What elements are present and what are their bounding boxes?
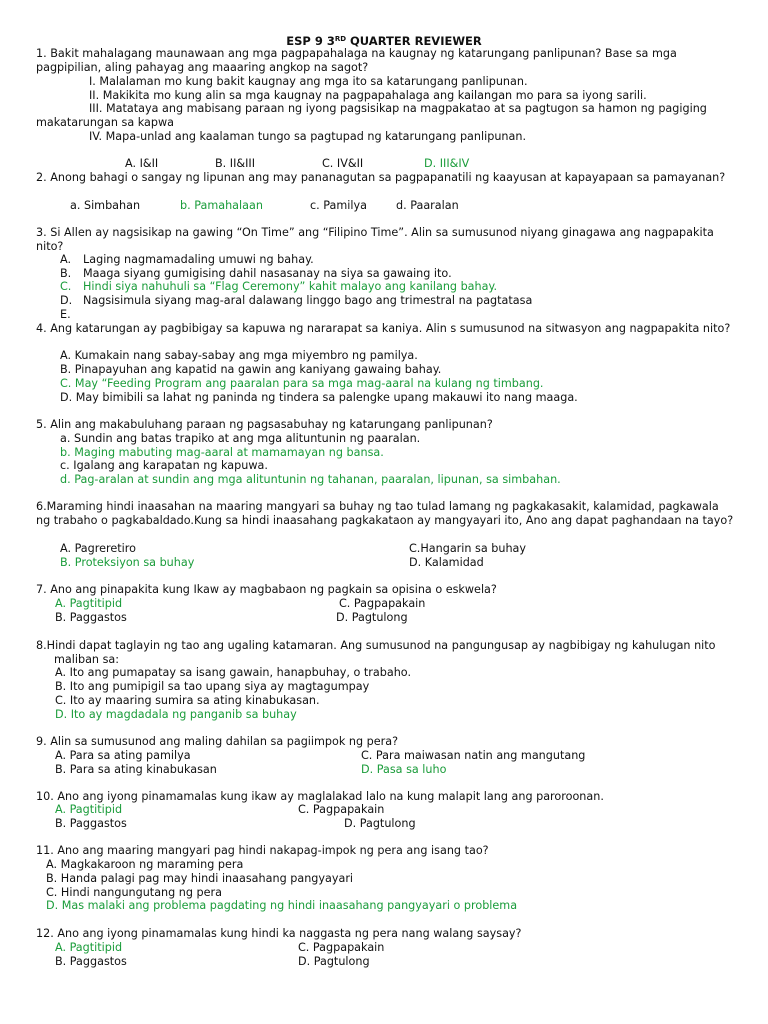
question-1-stem: 1. Bakit mahalagang maunawaan ang mga pagpapahalaga na kaugnay ng katarungang panlipunan? Base sa mga pagpipilian, aling pahayag ang maaaring angkop na sagot? <box>36 47 677 74</box>
q6-option-a: A. Pagreretiro <box>60 542 136 555</box>
q7-option-b: B. Paggastos <box>55 611 127 624</box>
q12-option-c: C. Pagpapakain <box>298 941 385 954</box>
title-pre: ESP 9 3 <box>286 34 335 48</box>
q2-option-a: a. Simbahan <box>70 199 141 212</box>
q8-option-b: B. Ito ang pumipigil sa tao upang siya ay magtagumpay <box>55 680 370 693</box>
q11-option-b: B. Handa palagi pag may hindi inaasahang pangyayari <box>46 872 354 885</box>
q1-option-b: B. II&III <box>215 157 256 170</box>
q1-roman-1: I. Malalaman mo kung bakit kaugnay ang mga ito sa katarungang panlipunan. <box>89 75 528 88</box>
q10-option-b: B. Paggastos <box>55 817 127 830</box>
q5-option-c: c. Igalang ang karapatan ng kapuwa. <box>60 459 268 472</box>
q7-option-d: D. Pagtulong <box>336 611 408 624</box>
q2-option-c: c. Pamilya <box>310 199 367 212</box>
q8-option-a: A. Ito ang pumapatay sa isang gawain, hanapbuhay, o trabaho. <box>55 666 411 679</box>
question-2-stem: 2. Anong bahagi o sangay ng lipunan ang may pananagutan sa pagpapanatili ng kaayusan at kapayapaan sa pamayanan? <box>36 171 726 184</box>
q6-option-d: D. Kalamidad <box>409 556 484 569</box>
question-3-stem: 3. Si Allen ay nagsisikap na gawing “On Time” ang “Filipino Time”. Alin sa sumusunod niyang ginagawa ang nagpapakita nito? <box>36 226 714 253</box>
q1-option-c: C. IV&II <box>322 157 364 170</box>
q1-roman-2: II. Makikita mo kung alin sa mga kaugnay na pagpapahalaga ang kailangan mo para sa iyong sarili. <box>89 89 647 102</box>
q4-option-d: D. May bimibili sa lahat ng paninda ng tindera sa palengke upang makauwi ito nang maaga. <box>60 391 578 404</box>
question-4-stem: 4. Ang katarungan ay pagbibigay sa kapuwa ng nararapat sa kaniya. Alin s sumusunod na sitwasyon ang nagpapakita nito? <box>36 322 731 335</box>
q11-option-a: A. Magkakaroon ng maraming pera <box>46 858 244 871</box>
q12-option-d: D. Pagtulong <box>298 955 370 968</box>
q7-option-c: C. Pagpapakain <box>339 597 426 610</box>
q3-letter-d: D. <box>60 294 73 307</box>
q1-option-d-answer: D. III&IV <box>424 157 470 170</box>
q2-option-d: d. Paaralan <box>396 199 459 212</box>
q3-option-d: Nagsisimula siyang mag-aral dalawang linggo bago ang trimestral na pagtatasa <box>83 294 533 307</box>
q3-option-a: Laging nagmamadaling umuwi ng bahay. <box>83 253 314 266</box>
question-5-stem: 5. Alin ang makabuluhang paraan ng pagsasabuhay ng katarungang panlipunan? <box>36 418 493 431</box>
q5-option-b: b. Maging mabuting mag-aaral at mamamayan ng bansa. <box>60 446 384 459</box>
q6-option-b-answer: B. Proteksiyon sa buhay <box>60 556 195 569</box>
q3-letter-b: B. <box>60 267 72 280</box>
question-6-stem: 6.Maraming hindi inaasahan na maaring mangyari sa buhay ng tao tulad lamang ng pagkakasakit, kalamidad, pagkawala ng trabaho o pagkabaldado.Kung sa hindi inaasahang pagkakataon ay mangyayari ito, Ano ang dapat paghandaan na tayo? <box>36 500 734 527</box>
q10-option-d: D. Pagtulong <box>344 817 416 830</box>
q3-letter-a: A. <box>60 253 72 266</box>
q2-option-b-answer: b. Pamahalaan <box>180 199 263 212</box>
question-9-stem: 9. Alin sa sumusunod ang maling dahilan sa pagiimpok ng pera? <box>36 735 399 748</box>
q6-option-c: C.Hangarin sa buhay <box>409 542 527 555</box>
question-7-stem: 7. Ano ang pinapakita kung Ikaw ay magbabaon ng pagkain sa opisina o eskwela? <box>36 583 497 596</box>
q9-option-b: B. Para sa ating kinabukasan <box>55 763 217 776</box>
q9-option-a: A. Para sa ating pamilya <box>55 749 191 762</box>
q4-option-c-answer: C. May “Feeding Program ang paaralan para sa mga mag-aaral na kulang ng timbang. <box>60 377 544 390</box>
question-8-stem: 8.Hindi dapat taglayin ng tao ang ugaling katamaran. Ang sumusunod na pangungusap ay nagbibigay ng kahulugan nito maliban sa: <box>36 639 716 666</box>
q9-option-c: C. Para maiwasan natin ang mangutang <box>361 749 586 762</box>
q8-option-d-answer: D. Ito ay magdadala ng panganib sa buhay <box>55 708 297 721</box>
q7-option-a-answer: A. Pagtitipid <box>55 597 123 610</box>
question-10-stem: 10. Ano ang iyong pinamamalas kung ikaw ay maglalakad lalo na kung malapit lang ang paroroonan. <box>36 790 604 803</box>
title-post: QUARTER REVIEWER <box>346 34 482 48</box>
question-11-stem: 11. Ano ang maaring mangyari pag hindi nakapag-impok ng pera ang isang tao? <box>36 844 489 857</box>
q1-roman-3: III. Matataya ang mabisang paraan ng iyong pagsisikap na magpakatao at sa pagtugon sa hamon ng pagiging makatarungan sa kapwa <box>36 102 707 129</box>
q3-option-b: Maaga siyang gumigising dahil nasasanay na siya sa gawaing ito. <box>83 267 452 280</box>
q9-option-d-answer: D. Pasa sa luho <box>361 763 447 776</box>
q1-option-a: A. I&II <box>125 157 159 170</box>
q5-option-a: a. Sundin ang batas trapiko at ang mga alituntunin ng paaralan. <box>60 432 421 445</box>
q3-letter-c: C. <box>60 280 72 293</box>
q10-option-c: C. Pagpapakain <box>298 803 385 816</box>
q12-option-b: B. Paggastos <box>55 955 127 968</box>
q5-option-d-answer: d. Pag-aralan at sundin ang mga alituntunin ng tahanan, paaralan, lipunan, sa simbahan. <box>60 473 561 486</box>
title-sup: RD <box>334 35 347 43</box>
q1-roman-4: IV. Mapa-unlad ang kaalaman tungo sa pagtupad ng katarungang panlipunan. <box>89 130 527 143</box>
q4-option-b: B. Pinapayuhan ang kapatid na gawin ang kaniyang gawaing bahay. <box>60 363 442 376</box>
q11-option-c: C. Hindi nangungutang ng pera <box>46 886 222 899</box>
question-12-stem: 12. Ano ang iyong pinamamalas kung hindi ka naggasta ng pera nang walang saysay? <box>36 927 522 940</box>
q12-option-a-answer: A. Pagtitipid <box>55 941 123 954</box>
q3-letter-e: E. <box>60 308 71 321</box>
q4-option-a: A. Kumakain nang sabay-sabay ang mga miyembro ng pamilya. <box>60 349 418 362</box>
q3-option-c-answer: Hindi siya nahuhuli sa “Flag Ceremony” kahit malayo ang kanilang bahay. <box>83 280 498 293</box>
q11-option-d-answer: D. Mas malaki ang problema pagdating ng hindi inaasahang pangyayari o problema <box>46 899 518 912</box>
q8-option-c: C. Ito ay maaring sumira sa ating kinabukasan. <box>55 694 320 707</box>
q10-option-a-answer: A. Pagtitipid <box>55 803 123 816</box>
